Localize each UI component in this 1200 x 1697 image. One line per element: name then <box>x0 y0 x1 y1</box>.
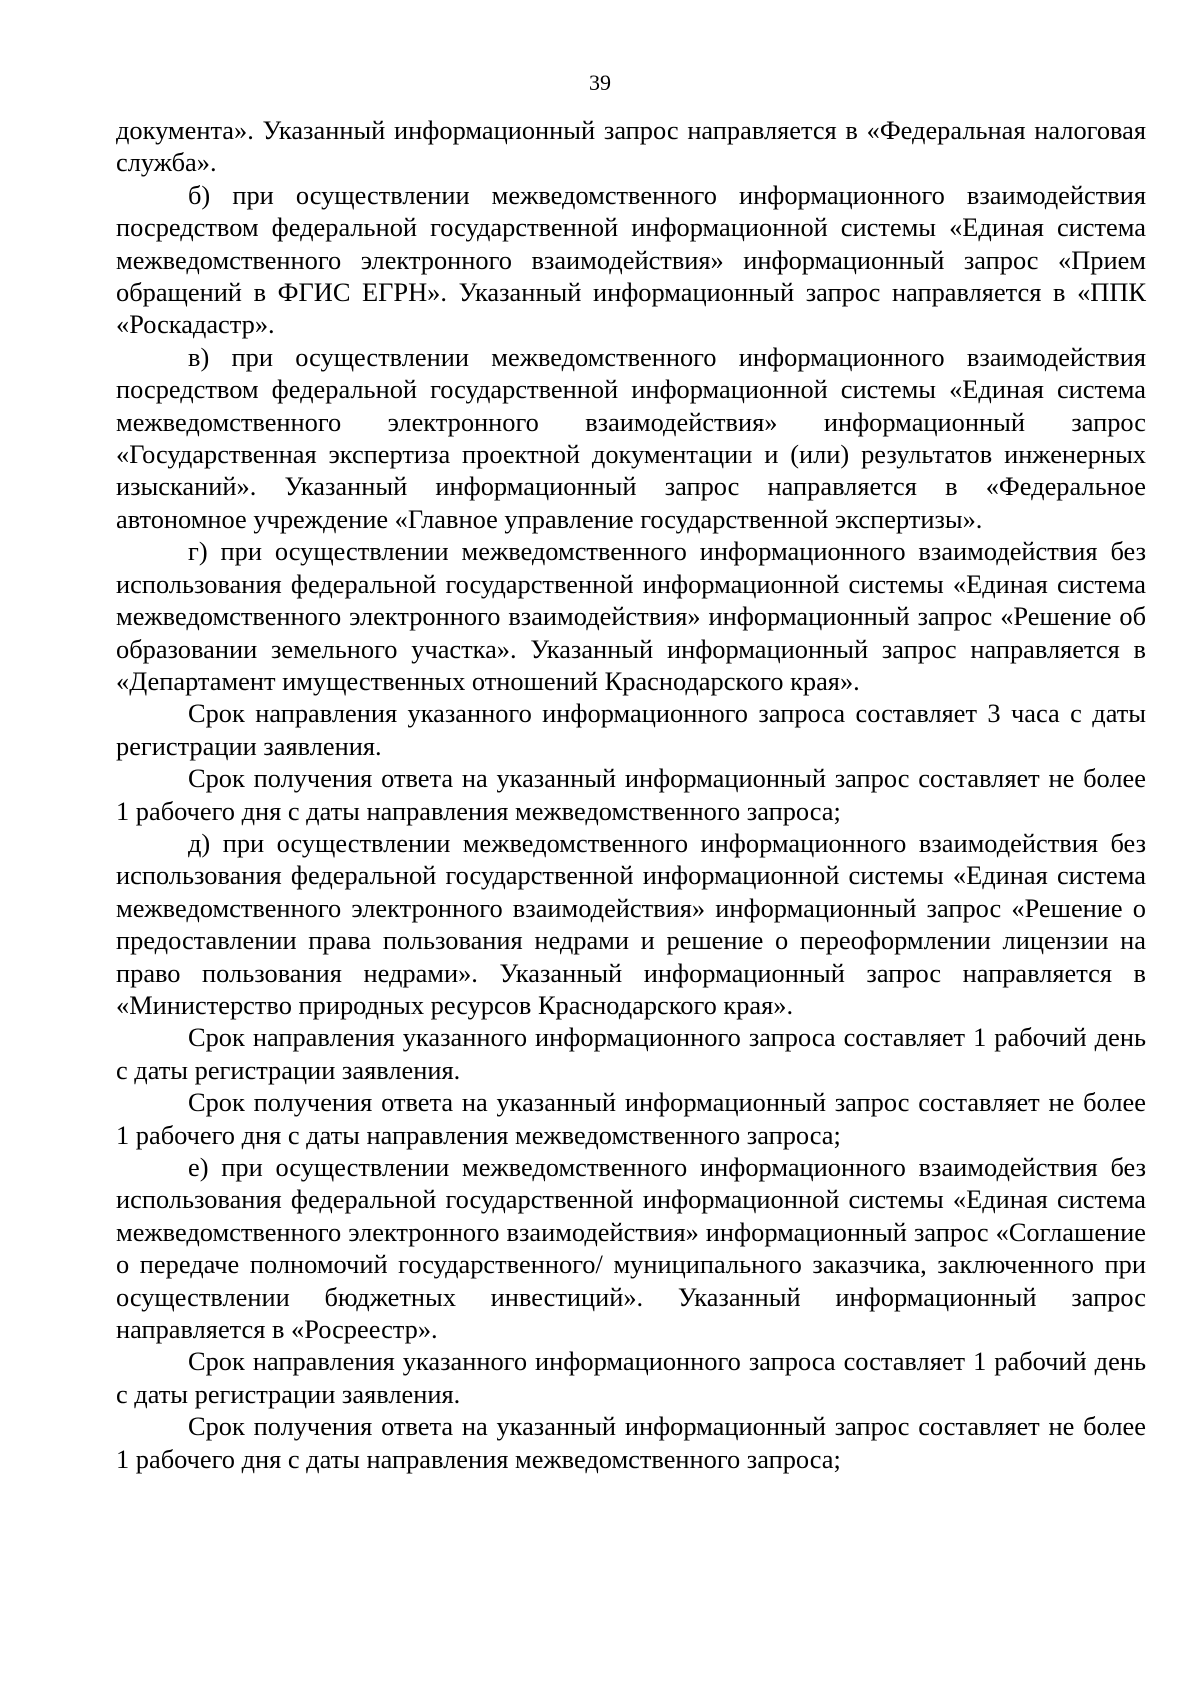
paragraph: д) при осуществлении межведомственного информационного взаимодействия без использования федеральной государственной информационной системы «Единая система межведомственного электронного взаимодействия» информационный запрос «Решение о предоставлении права пользования недрами и решение о переоформлении лицензии на право пользования недрами». Указанный информационный запрос направляется в «Министерство природных ресурсов Краснодарского края». <box>116 827 1146 1020</box>
paragraph: г) при осуществлении межведомственного информационного взаимодействия без использования федеральной государственной информационной системы «Единая система межведомственного электронного взаимодействия» информационный запрос «Решение об образовании земельного участка». Указанный информационный запрос направляется в «Департамент имущественных отношений Краснодарского края». <box>116 536 1146 696</box>
paragraph: б) при осуществлении межведомственного информационного взаимодействия посредством федеральной государственной информационной системы «Единая система межведомственного электронного взаимодействия» информационный запрос «Прием обращений в ФГИС ЕГРН». Указанный информационный запрос направляется в «ППК «Роскадастр». <box>116 179 1146 340</box>
paragraph: в) при осуществлении межведомственного информационного взаимодействия посредством федеральной государственной информационной системы «Единая система межведомственного электронного взаимодействия» информационный запрос «Государственная экспертиза проектной документации и (или) результатов инженерных изысканий». Указанный информационный запрос направляется в «Федеральное автономное учреждение «Главное управление государственной экспертизы». <box>116 341 1146 534</box>
paragraph: документа». Указанный информационный запрос направляется в «Федеральная налоговая служба». <box>116 115 1146 178</box>
paragraph: Срок направления указанного информационного запроса составляет 3 часа с даты регистрации заявления. <box>116 698 1146 761</box>
paragraph: Срок направления указанного информационного запроса составляет 1 рабочий день с даты регистрации заявления. <box>116 1346 1146 1409</box>
paragraph: Срок получения ответа на указанный информационный запрос составляет не более 1 рабочего дня с даты направления межведомственного запроса; <box>116 763 1146 826</box>
paragraph: Срок направления указанного информационного запроса составляет 1 рабочий день с даты регистрации заявления. <box>116 1022 1146 1085</box>
paragraph: е) при осуществлении межведомственного информационного взаимодействия без использования федеральной государственной информационной системы «Единая система межведомственного электронного взаимодействия» информационный запрос «Соглашение о передаче полномочий государственного/ муниципального заказчика, заключенного при осуществлении бюджетных инвестиций». Указанный информационный запрос направляется в «Росреестр». <box>116 1152 1146 1345</box>
paragraph: Срок получения ответа на указанный информационный запрос составляет не более 1 рабочего дня с даты направления межведомственного запроса; <box>116 1411 1146 1474</box>
document-body <box>116 114 1146 1475</box>
paragraph: Срок получения ответа на указанный информационный запрос составляет не более 1 рабочего дня с даты направления межведомственного запроса; <box>116 1087 1146 1150</box>
page-number: 39 <box>589 70 611 95</box>
